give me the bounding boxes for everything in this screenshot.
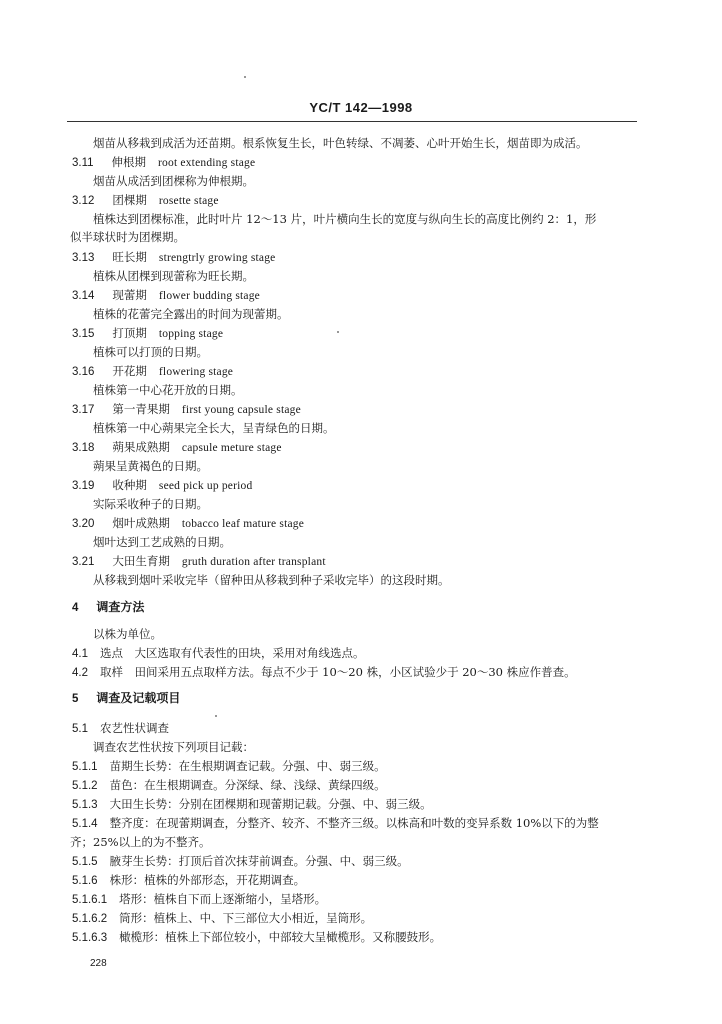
term-entry: 3.13 旺长期 strengtrly growing stage (72, 250, 276, 264)
term-definition: 植株第一中心花开放的日期。 (93, 383, 243, 397)
term-definition-continued: 似半球状时为团棵期。 (70, 230, 185, 244)
clause: 5.1.2 苗色：在生根期调查。分深绿、绿、浅绿、黄绿四级。 (72, 778, 386, 792)
scan-speck (337, 331, 339, 333)
clause: 5.1.6.1 塔形：植株自下而上逐渐缩小，呈塔形。 (72, 892, 327, 906)
standard-code-header: YC/T 142—1998 (309, 100, 413, 115)
term-definition: 植株从团棵到现蕾称为旺长期。 (93, 269, 254, 283)
section-heading: 4 调查方法 (72, 600, 145, 614)
clause: 4.2 取样 田间采用五点取样方法。每点不少于 10～20 株，小区试验少于 20～30 株应作普查。 (72, 665, 576, 679)
page-number: 228 (90, 958, 107, 969)
body-line: 调查农艺性状按下列项目记载： (93, 740, 254, 754)
clause: 5.1.4 整齐度：在现蕾期调查，分整齐、较齐、不整齐三级。以株高和叶数的变异系数 10%以下的为整 (72, 816, 599, 830)
clause: 5.1.3 大田生长势：分别在团棵期和现蕾期记载。分强、中、弱三级。 (72, 797, 432, 811)
term-entry: 3.18 蒴果成熟期 capsule meture stage (72, 440, 282, 454)
body-line: 以株为单位。 (93, 627, 162, 641)
body-line: 烟苗从移栽到成活为还苗期。根系恢复生长，叶色转绿、不凋萎、心叶开始生长，烟苗即为成活。 (93, 136, 588, 150)
term-entry: 3.15 打顶期 topping stage (72, 326, 224, 340)
clause: 5.1.6.3 橄榄形：植株上下部位较小，中部较大呈橄榄形。又称腰鼓形。 (72, 930, 442, 944)
term-definition: 从移栽到烟叶采收完毕（留种田从移栽到种子采收完毕）的这段时期。 (93, 573, 450, 587)
clause: 4.1 选点 大区选取有代表性的田块，采用对角线选点。 (72, 646, 365, 660)
term-entry: 3.21 大田生育期 gruth duration after transplant (72, 554, 326, 568)
scan-speck (215, 715, 217, 717)
section-heading: 5 调查及记载项目 (72, 691, 181, 705)
clause: 5.1.6.2 筒形：植株上、中、下三部位大小相近，呈筒形。 (72, 911, 373, 925)
clause: 5.1.1 苗期生长势：在生根期调查记载。分强、中、弱三级。 (72, 759, 386, 773)
subsection-heading: 5.1 农艺性状调查 (72, 721, 169, 735)
term-entry: 3.12 团棵期 rosette stage (72, 193, 219, 207)
header-rule (67, 121, 637, 122)
term-entry: 3.17 第一青果期 first young capsule stage (72, 402, 301, 416)
term-definition: 实际采收种子的日期。 (93, 497, 208, 511)
term-definition: 烟苗从成活到团棵称为伸根期。 (93, 174, 254, 188)
term-entry: 3.19 收种期 seed pick up period (72, 478, 253, 492)
scan-speck (244, 76, 246, 78)
term-entry: 3.20 烟叶成熟期 tobacco leaf mature stage (72, 516, 305, 530)
term-definition: 植株可以打顶的日期。 (93, 345, 208, 359)
term-definition: 烟叶达到工艺成熟的日期。 (93, 535, 231, 549)
term-entry: 3.11 伸根期 root extending stage (72, 155, 256, 169)
term-definition: 植株第一中心蒴果完全长大，呈青绿色的日期。 (93, 421, 335, 435)
term-entry: 3.14 现蕾期 flower budding stage (72, 288, 260, 302)
term-entry: 3.16 开花期 flowering stage (72, 364, 234, 378)
clause-continued: 齐；25%以上的为不整齐。 (70, 835, 211, 849)
term-definition: 植株的花蕾完全露出的时间为现蕾期。 (93, 307, 289, 321)
term-definition: 蒴果呈黄褐色的日期。 (93, 459, 208, 473)
clause: 5.1.6 株形：植株的外部形态，开花期调查。 (72, 873, 306, 887)
clause: 5.1.5 腋芽生长势：打顶后首次抹芽前调查。分强、中、弱三级。 (72, 854, 409, 868)
term-definition: 植株达到团棵标准，此时叶片 12～13 片，叶片横向生长的宽度与纵向生长的高度比例约 2：1，形 (93, 212, 597, 226)
